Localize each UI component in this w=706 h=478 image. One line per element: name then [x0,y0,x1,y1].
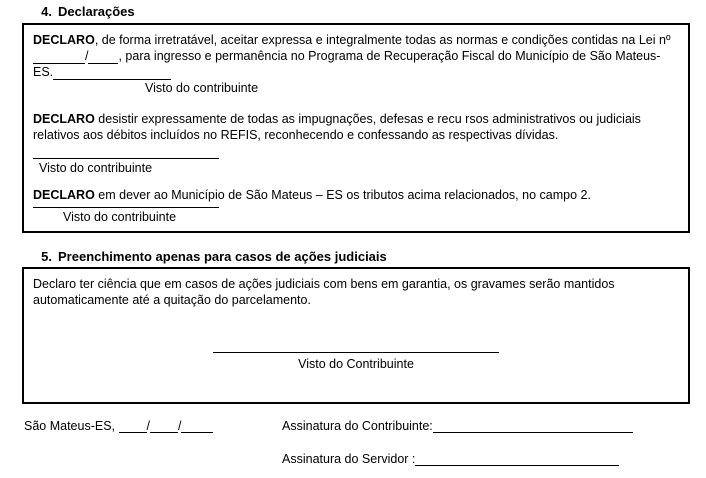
section-title: Declarações [58,4,135,19]
declaracao-inline-blank[interactable] [53,68,171,80]
contribuinte-label: Assinatura do Contribuinte: [282,419,433,433]
footer-signature-contribuinte [282,419,633,433]
declaracao-text-3: em dever ao Município de São Mateus – ES os tributos acima relacionados, no campo 2. [94,188,591,202]
signature-line-3[interactable] [33,207,219,208]
declaro-lead-1: DECLARO [33,33,95,47]
date-year-blank[interactable] [181,420,213,433]
spacer [33,143,679,158]
visto-caption-1: Visto do contribuinte [145,81,259,95]
footer-signature-servidor [282,452,619,466]
lei-ano-blank[interactable] [88,52,118,64]
servidor-label: Assinatura do Servidor : [282,452,416,466]
section-heading-judiciais [18,249,387,264]
declaro-lead-3: DECLARO [33,188,95,202]
date-separator-1: / [146,419,150,433]
section-number: 4. [41,4,52,19]
signature-line-2[interactable] [33,158,219,159]
date-day-blank[interactable] [119,420,147,433]
declaracao-item-3 [33,187,679,203]
visto-caption-3: Visto do contribuinte [63,210,177,224]
declaracao-item-1 [33,32,679,80]
lei-numero-blank[interactable] [33,52,85,64]
spacer [33,96,679,111]
judiciais-content [24,269,688,372]
visto-caption-2: Visto do contribuinte [39,161,153,175]
city-label: São Mateus-ES, [24,419,116,433]
servidor-signature-blank[interactable] [415,453,619,466]
judiciais-box [22,267,690,404]
visto-caption-judiciais: Visto do Contribuinte [298,357,414,371]
declaro-lead-2: DECLARO [33,112,95,126]
section-heading-declaracoes [18,4,135,19]
declaracao-text-2: desistir expressamente de todas as impugnações, defesas e recu rsos administrativos ou judiciais relativos aos débitos incluídos no REFIS, reconhecendo e confessando as respectivas dívidas. [33,112,641,142]
footer-city-date [24,419,213,433]
contribuinte-signature-blank[interactable] [433,420,633,433]
spacer [33,176,679,187]
declaracao-text-1b: / [85,49,89,63]
declaracoes-content [24,25,688,225]
date-separator-2: / [177,419,182,433]
signature-line-judiciais[interactable] [213,352,499,353]
declaracao-item-2 [33,111,679,143]
judiciais-text: Declaro ter ciência que em casos de ações judiciais com bens em garantia, os gravames serão mantidos automaticamente até a quitação do parcelamento. [33,277,615,307]
section-number: 5. [41,248,52,264]
section-title: Preenchimento apenas para casos de ações judiciais [58,248,387,264]
declaracao-text-1c: , para ingresso e permanência no Programa de Recuperação Fiscal do Município de São Mateus-ES. [33,49,661,79]
declaracao-text-1a: , de forma irretratável, aceitar expressa e integralmente todas as normas e condições contidas na Lei nº [94,33,671,47]
declaracoes-box [22,23,690,233]
date-month-blank[interactable] [150,420,178,433]
